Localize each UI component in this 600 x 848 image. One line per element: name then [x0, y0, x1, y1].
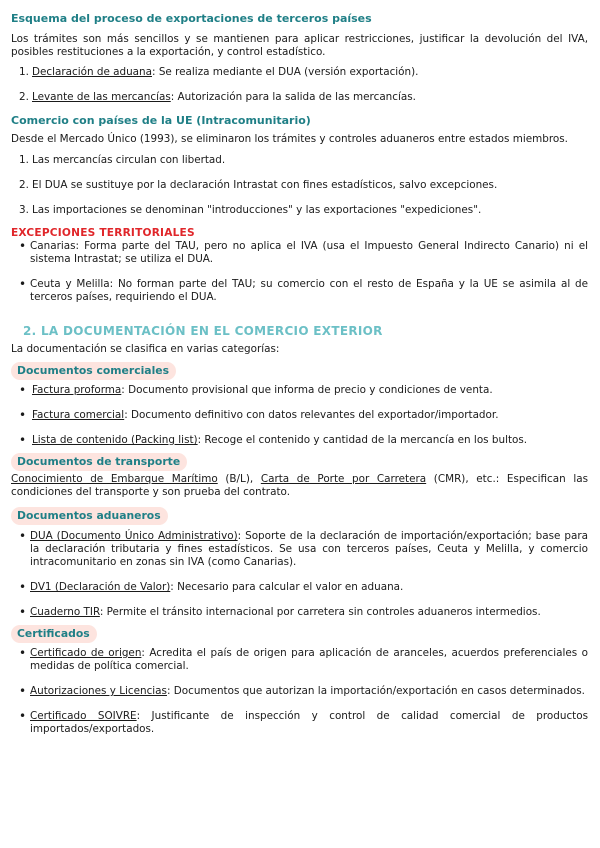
certificates-list — [11, 647, 588, 736]
term-link: Conocimiento de Embarque Marítimo — [11, 473, 218, 485]
list-item: • Autorizaciones y Licencias: Documentos que autorizan la importación/exportación en casos determinados. — [11, 685, 588, 698]
exceptions-list — [11, 240, 588, 304]
documentation-section-heading: 2. LA DOCUMENTACIÓN EN EL COMERCIO EXTERIOR — [23, 324, 383, 338]
list-item: • Cuaderno TIR: Permite el tránsito internacional por carretera sin controles aduaneros intermedios. — [11, 606, 588, 619]
term-link: Factura proforma — [32, 384, 122, 396]
term-link: Certificado SOIVRE — [30, 710, 137, 722]
list-item: • Certificado de origen: Acredita el país de origen para aplicación de aranceles, acuerdos preferenciales o medidas de política comercial. — [11, 647, 588, 673]
territorial-exceptions-heading: EXCEPCIONES TERRITORIALES — [11, 227, 195, 239]
list-item: 2. Levante de las mercancías: Autorización para la salida de las mercancías. — [19, 91, 416, 103]
term-link: Factura comercial — [32, 409, 125, 421]
commercial-docs-badge: Documentos comerciales — [11, 362, 176, 380]
list-item: • Ceuta y Melilla: No forman parte del TAU; su comercio con el resto de España y la UE se asimila al de terceros países, requiriendo el DUA. — [11, 278, 588, 304]
list-item: • Canarias: Forma parte del TAU, pero no aplica el IVA (usa el Impuesto General Indirecto Canario) ni el sistema Intrastat; se utiliza el DUA. — [11, 240, 588, 266]
term-link: Autorizaciones y Licencias — [30, 685, 167, 697]
term-link: Certificado de origen — [30, 647, 142, 659]
transport-docs-badge: Documentos de transporte — [11, 453, 187, 471]
term-link: Lista de contenido (Packing list) — [32, 434, 198, 446]
transport-docs-text: Conocimiento de Embarque Marítimo (B/L), Carta de Porte por Carretera (CMR), etc.: Especifican las condiciones del transporte y son prueba del contrato. — [11, 473, 588, 498]
documentation-intro: La documentación se clasifica en varias categorías: — [11, 343, 280, 355]
list-item: 3. Las importaciones se denominan "introducciones" y las exportaciones "expediciones". — [19, 204, 482, 216]
list-item: • Factura comercial: Documento definitivo con datos relevantes del exportador/importador. — [11, 409, 588, 422]
term-link: Carta de Porte por Carretera — [260, 473, 427, 485]
customs-docs-badge: Documentos aduaneros — [11, 507, 168, 525]
list-item: • DV1 (Declaración de Valor): Necesario para calcular el valor en aduana. — [11, 581, 588, 594]
list-item: 2. El DUA se sustituye por la declaración Intrastat con fines estadísticos, salvo excepciones. — [19, 179, 498, 191]
customs-docs-list — [11, 530, 588, 619]
eu-trade-heading: Comercio con países de la UE (Intracomunitario) — [11, 114, 311, 127]
list-item: • Lista de contenido (Packing list): Recoge el contenido y cantidad de la mercancía en los bultos. — [11, 434, 588, 447]
export-steps-list — [11, 66, 588, 104]
list-item: 1. Las mercancías circulan con libertad. — [19, 154, 226, 166]
list-item: • DUA (Documento Único Administrativo): Soporte de la declaración de importación/exportación; base para la declaración tributaria y fines estadísticos. Se usa con terceros países, Ceuta y Melilla, y comercio intracomunitario en zonas sin IVA (como Canarias). — [11, 530, 588, 569]
term-link: DV1 (Declaración de Valor) — [30, 581, 171, 593]
list-item: • Factura proforma: Documento provisional que informa de precio y condiciones de venta. — [11, 384, 588, 397]
eu-trade-intro: Desde el Mercado Único (1993), se eliminaron los trámites y controles aduaneros entre estados miembros. — [11, 133, 568, 145]
certificates-badge: Certificados — [11, 625, 97, 643]
term-link: Declaración de aduana — [32, 66, 153, 78]
export-scheme-heading: Esquema del proceso de exportaciones de terceros países — [11, 12, 372, 25]
eu-trade-list — [11, 154, 588, 217]
term-link: DUA (Documento Único Administrativo) — [30, 530, 238, 542]
commercial-docs-list — [11, 384, 588, 447]
term-link: Levante de las mercancías — [32, 91, 171, 103]
export-scheme-intro: Los trámites son más sencillos y se mantienen para aplicar restricciones, justificar la devolución del IVA, posibles restituciones a la exportación, y control estadístico. — [11, 33, 588, 58]
list-item: • Certificado SOIVRE: Justificante de inspección y control de calidad comercial de productos importados/exportados. — [11, 710, 588, 736]
list-item: 1. Declaración de aduana: Se realiza mediante el DUA (versión exportación). — [19, 66, 419, 78]
term-link: Cuaderno TIR — [30, 606, 100, 618]
